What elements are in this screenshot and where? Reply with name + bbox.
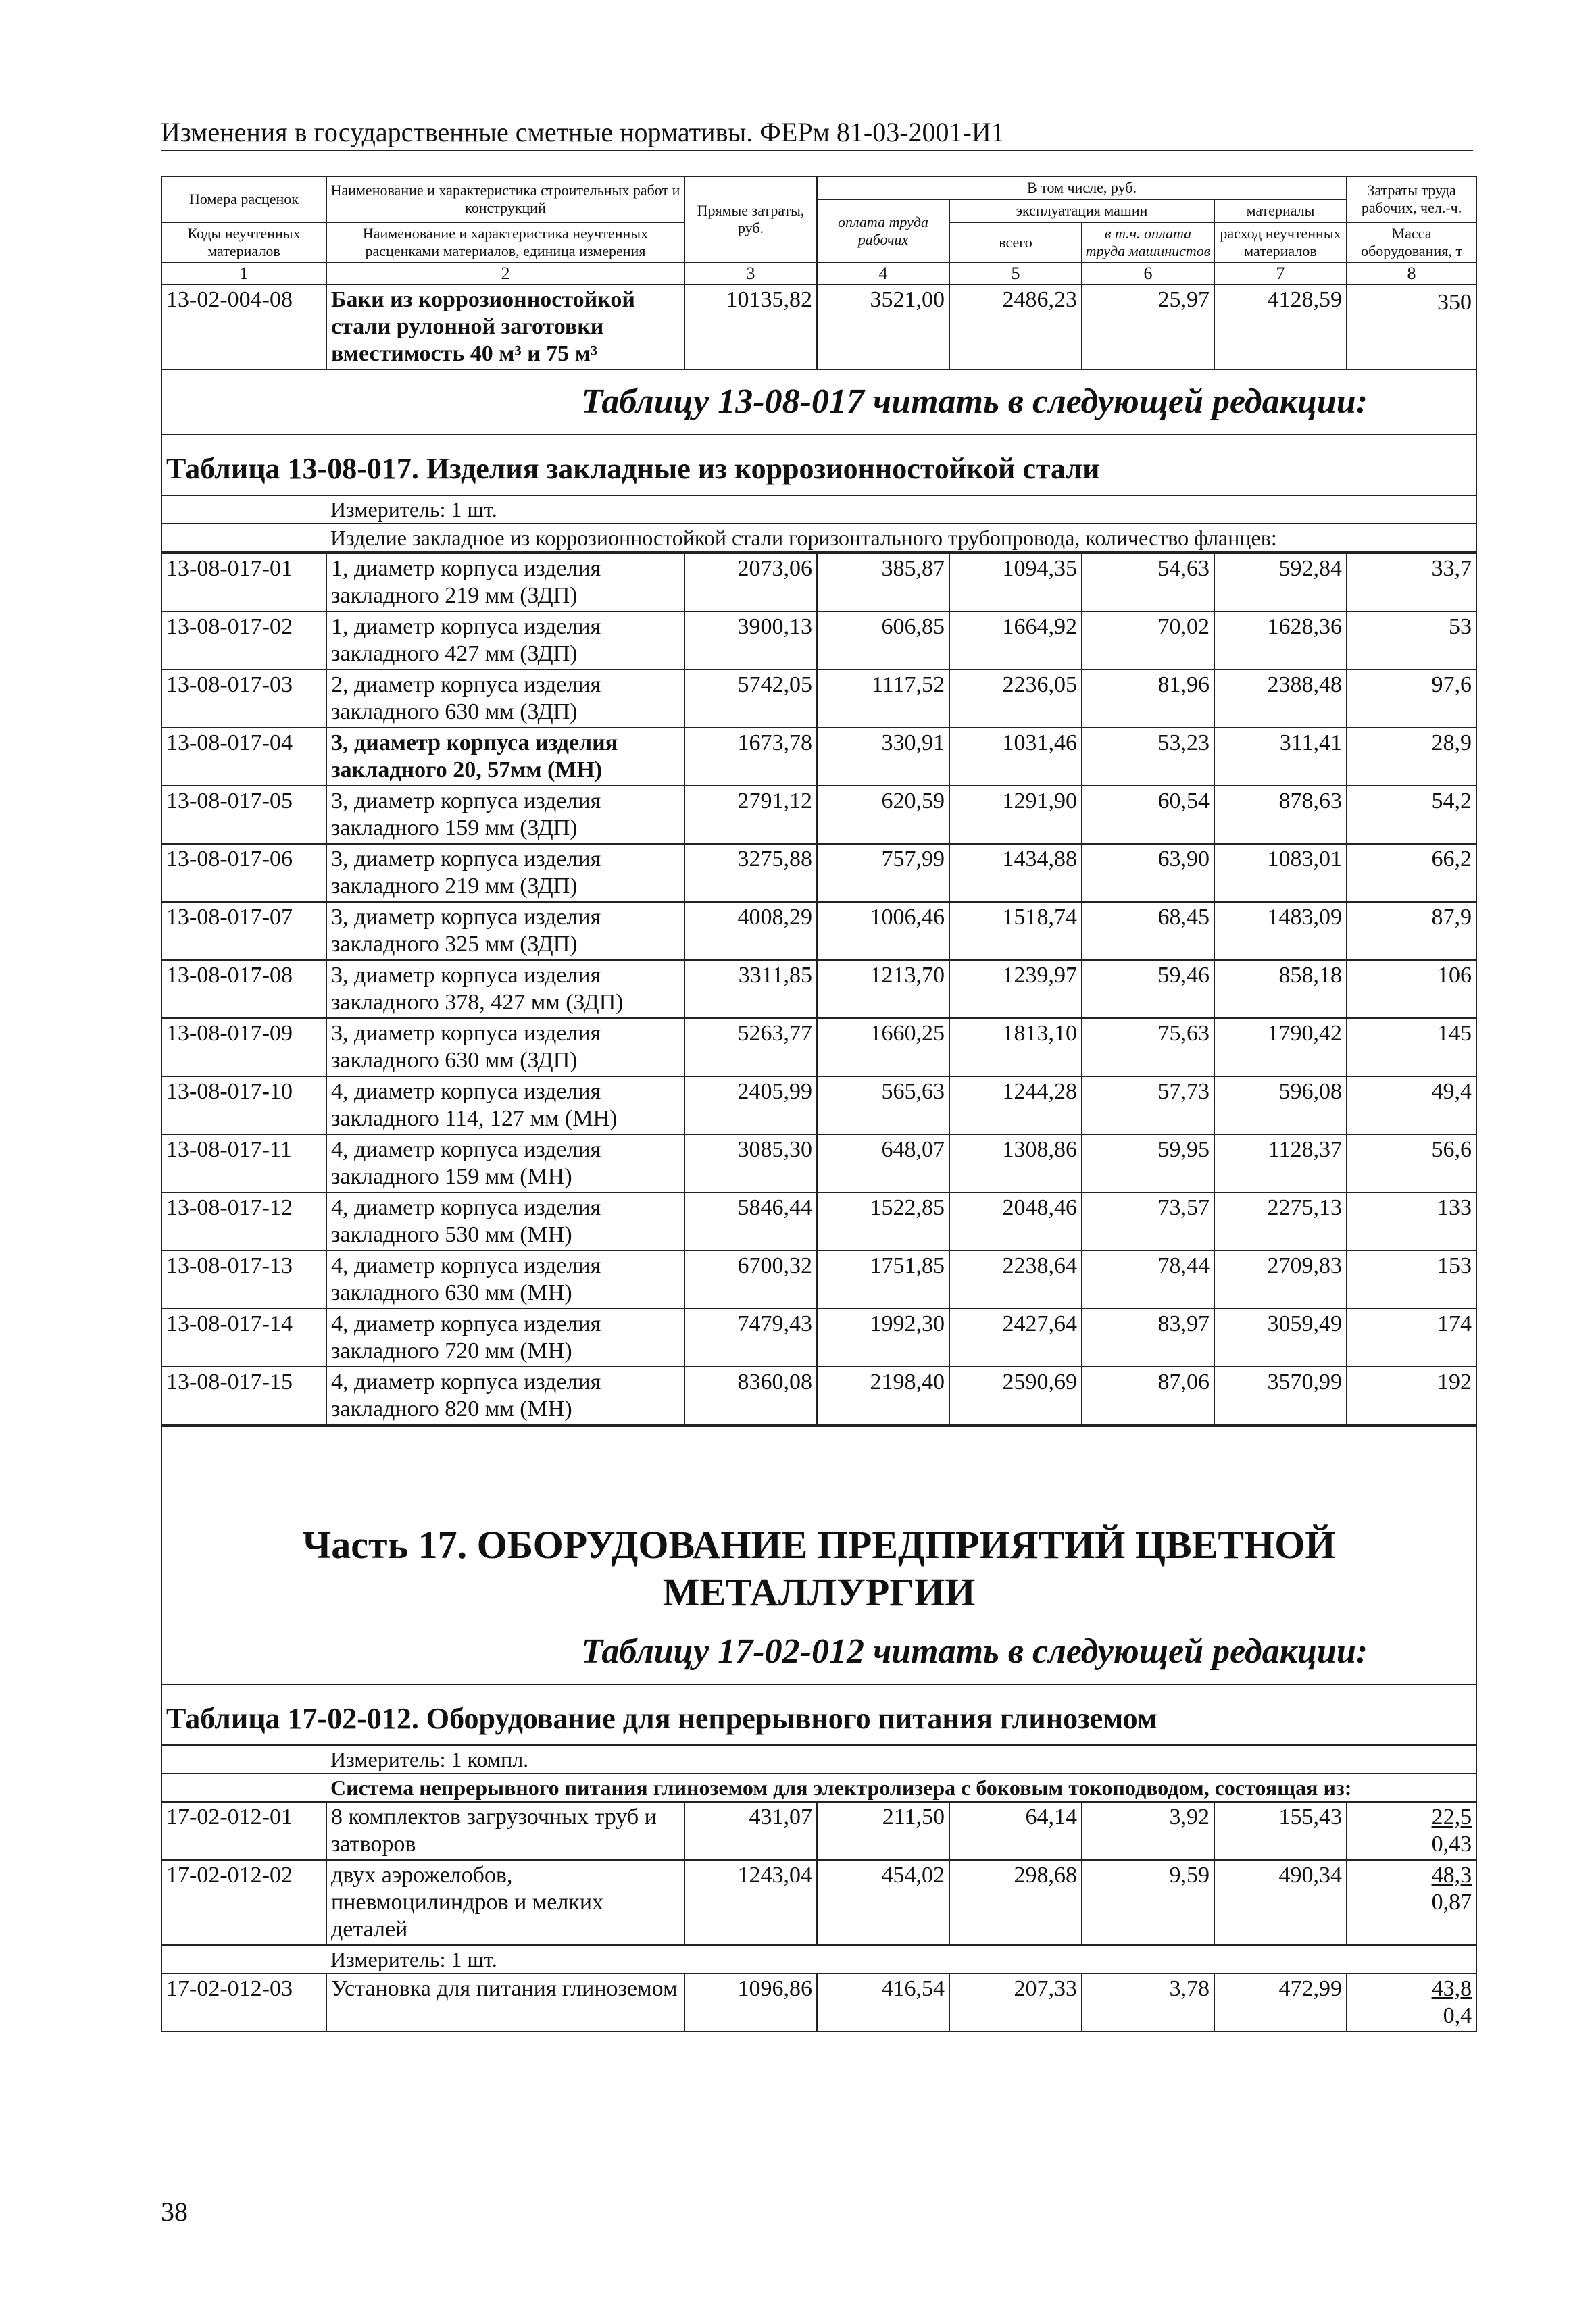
edition-banner: Таблицу 13-08-017 читать в следующей редакции:	[161, 370, 1476, 434]
column-number: 4	[817, 263, 949, 284]
row-machinist-pay: 87,06	[1082, 1367, 1214, 1425]
row-labor-pay: 1117,52	[817, 670, 949, 728]
row-direct-cost: 4008,29	[684, 902, 817, 960]
row-code: 13-08-017-02	[161, 611, 326, 670]
column-number: 8	[1347, 263, 1476, 284]
row-materials: 490,34	[1214, 1860, 1347, 1945]
row-labor-hours: 174	[1347, 1309, 1476, 1367]
row-code: 17-02-012-01	[161, 1802, 326, 1860]
row-machinist-pay: 59,46	[1082, 960, 1214, 1018]
row-direct-cost: 431,07	[684, 1802, 817, 1860]
row-machinist-pay: 68,45	[1082, 902, 1214, 960]
table-title: Таблица 17-02-012. Оборудование для непрерывного питания глиноземом	[161, 1684, 1476, 1745]
row-direct-cost: 2073,06	[684, 553, 817, 611]
row-machinist-pay: 78,44	[1082, 1251, 1214, 1309]
labor-hours: 22,5	[1431, 1805, 1472, 1830]
row-labor-hours: 192	[1347, 1367, 1476, 1425]
row-code: 13-08-017-12	[161, 1192, 326, 1251]
subheading-row	[161, 1774, 1476, 1802]
row-labor-hours: 33,7	[1347, 553, 1476, 611]
row-name: 3, диаметр корпуса изделия закладного 630 мм (ЗДП)	[326, 1018, 684, 1076]
row-name: 3, диаметр корпуса изделия закладного 325 мм (ЗДП)	[326, 902, 684, 960]
row-name: 4, диаметр корпуса изделия закладного 720 мм (МН)	[326, 1309, 684, 1367]
row-name: 3, диаметр корпуса изделия закладного 20, 57мм (МН)	[326, 728, 684, 786]
row-name: 4, диаметр корпуса изделия закладного 820 мм (МН)	[326, 1367, 684, 1425]
materials-header: материалы	[1214, 199, 1347, 222]
unit-label: Измеритель: 1 компл.	[326, 1745, 1476, 1774]
table-row	[161, 1251, 1476, 1309]
exploitation-header: эксплуатация машин	[949, 199, 1214, 222]
page-number: 38	[161, 2196, 188, 2227]
row-materials: 1083,01	[1214, 844, 1347, 902]
col4-header: оплата труда рабочих	[817, 199, 949, 263]
header-rule	[161, 150, 1473, 151]
row-machines-total: 1434,88	[949, 844, 1082, 902]
row-labor-pay: 1751,85	[817, 1251, 949, 1309]
row-materials: 472,99	[1214, 1973, 1347, 2032]
unit-label: Измеритель: 1 шт.	[326, 495, 1476, 524]
row-labor-pay: 648,07	[817, 1134, 949, 1192]
row-labor-pay: 1006,46	[817, 902, 949, 960]
col2-header-bottom: Наименование и характеристика неучтенных расценками материалов, единица измерения	[326, 222, 684, 263]
row-machines-total: 1094,35	[949, 553, 1082, 611]
row-direct-cost: 2405,99	[684, 1076, 817, 1134]
row-materials: 878,63	[1214, 786, 1347, 844]
row-code: 13-08-017-08	[161, 960, 326, 1018]
row-labor-hours-mass	[1347, 1973, 1476, 2032]
row-materials: 3059,49	[1214, 1309, 1347, 1367]
row-machinist-pay: 73,57	[1082, 1192, 1214, 1251]
row-machines-total: 1244,28	[949, 1076, 1082, 1134]
header-row-1	[161, 176, 1476, 199]
row-materials: 2709,83	[1214, 1251, 1347, 1309]
row-materials: 858,18	[1214, 960, 1347, 1018]
column-numbers-row	[161, 263, 1476, 284]
row-labor-hours: 106	[1347, 960, 1476, 1018]
banner-row	[161, 1620, 1476, 1684]
row-name: двух аэрожелобов, пневмоцилиндров и мелких деталей	[326, 1860, 684, 1945]
column-number: 1	[161, 263, 326, 284]
page-header: Изменения в государственные сметные нормативы. ФЕРм 81-03-2001-И1	[161, 117, 1005, 147]
row-machinist-pay: 57,73	[1082, 1076, 1214, 1134]
row-direct-cost: 6700,32	[684, 1251, 817, 1309]
row-machinist-pay: 53,23	[1082, 728, 1214, 786]
row-machinist-pay: 3,78	[1082, 1973, 1214, 2032]
table-row	[161, 611, 1476, 670]
row-name: 4, диаметр корпуса изделия закладного 114, 127 мм (МН)	[326, 1076, 684, 1134]
row-materials: 1790,42	[1214, 1018, 1347, 1076]
row-name: 4, диаметр корпуса изделия закладного 630 мм (МН)	[326, 1251, 684, 1309]
norms-table	[161, 176, 1477, 553]
row-materials: 596,08	[1214, 1076, 1347, 1134]
row-labor-pay: 3521,00	[817, 284, 949, 370]
row-labor-hours: 87,9	[1347, 902, 1476, 960]
row-labor-hours: 66,2	[1347, 844, 1476, 902]
row-machinist-pay: 54,63	[1082, 553, 1214, 611]
row-machines-total: 1518,74	[949, 902, 1082, 960]
labor-hours: 43,8	[1431, 1976, 1472, 2001]
row-machines-total: 64,14	[949, 1802, 1082, 1860]
row-machines-total: 2590,69	[949, 1367, 1082, 1425]
row-labor-pay: 1992,30	[817, 1309, 949, 1367]
column-number: 7	[1214, 263, 1347, 284]
table-row	[161, 1076, 1476, 1134]
row-machines-total: 2048,46	[949, 1192, 1082, 1251]
row-direct-cost: 3085,30	[684, 1134, 817, 1192]
col3-header: Прямые затраты, руб.	[684, 176, 817, 263]
table-row	[161, 1860, 1476, 1945]
row-machinist-pay: 83,97	[1082, 1309, 1214, 1367]
row-direct-cost: 3275,88	[684, 844, 817, 902]
row-name: Установка для питания глиноземом	[326, 1973, 684, 2032]
part-title: Часть 17. ОБОРУДОВАНИЕ ПРЕДПРИЯТИЙ ЦВЕТНОЙ МЕТАЛЛУРГИИ	[161, 1426, 1476, 1620]
row-code: 13-02-004-08	[161, 284, 326, 370]
table-row	[161, 1367, 1476, 1425]
equipment-mass: 0,87	[1431, 1890, 1472, 1915]
table-title-row	[161, 1684, 1476, 1745]
row-materials: 2275,13	[1214, 1192, 1347, 1251]
row-machines-total: 2236,05	[949, 670, 1082, 728]
row-labor-hours: 350	[1347, 284, 1476, 370]
row-machinist-pay: 70,02	[1082, 611, 1214, 670]
row-machines-total: 207,33	[949, 1973, 1082, 2032]
row-labor-hours: 56,6	[1347, 1134, 1476, 1192]
row-materials: 311,41	[1214, 728, 1347, 786]
row-name: Баки из коррозионностойкой стали рулонной заготовки вместимость 40 м³ и 75 м³	[326, 284, 684, 370]
row-code: 13-08-017-09	[161, 1018, 326, 1076]
row-direct-cost: 2791,12	[684, 786, 817, 844]
row-code: 13-08-017-15	[161, 1367, 326, 1425]
row-labor-hours: 145	[1347, 1018, 1476, 1076]
table-title: Таблица 13-08-017. Изделия закладные из коррозионностойкой стали	[161, 434, 1476, 495]
norms-sheet	[161, 176, 1476, 2032]
row-materials: 4128,59	[1214, 284, 1347, 370]
row-direct-cost: 1673,78	[684, 728, 817, 786]
row-name: 4, диаметр корпуса изделия закладного 530 мм (МН)	[326, 1192, 684, 1251]
row-labor-pay: 1660,25	[817, 1018, 949, 1076]
row-name: 3, диаметр корпуса изделия закладного 219 мм (ЗДП)	[326, 844, 684, 902]
row-machinist-pay: 60,54	[1082, 786, 1214, 844]
row-direct-cost: 5263,77	[684, 1018, 817, 1076]
row-machinist-pay: 25,97	[1082, 284, 1214, 370]
part-title-row	[161, 1426, 1476, 1620]
table-row	[161, 1973, 1476, 2032]
row-code: 13-08-017-03	[161, 670, 326, 728]
table-row	[161, 1309, 1476, 1367]
row-code: 17-02-012-02	[161, 1860, 326, 1945]
row-machinist-pay: 75,63	[1082, 1018, 1214, 1076]
table-row	[161, 1134, 1476, 1192]
row-machines-total: 2238,64	[949, 1251, 1082, 1309]
unit-row	[161, 495, 1476, 524]
row-machines-total: 1664,92	[949, 611, 1082, 670]
row-name: 2, диаметр корпуса изделия закладного 630 мм (ЗДП)	[326, 670, 684, 728]
col8-header-top: Затраты труда рабочих, чел.-ч.	[1347, 176, 1476, 222]
row-labor-hours-mass	[1347, 1860, 1476, 1945]
row-machines-total: 2427,64	[949, 1309, 1082, 1367]
row-code: 13-08-017-11	[161, 1134, 326, 1192]
column-number: 3	[684, 263, 817, 284]
row-machines-total: 1031,46	[949, 728, 1082, 786]
row-name: 1, диаметр корпуса изделия закладного 219 мм (ЗДП)	[326, 553, 684, 611]
row-direct-cost: 5742,05	[684, 670, 817, 728]
unit-row	[161, 1945, 1476, 1973]
unit-label: Измеритель: 1 шт.	[326, 1945, 1476, 1973]
row-name: 1, диаметр корпуса изделия закладного 427 мм (ЗДП)	[326, 611, 684, 670]
row-direct-cost: 1243,04	[684, 1860, 817, 1945]
row-name: 3, диаметр корпуса изделия закладного 378, 427 мм (ЗДП)	[326, 960, 684, 1018]
row-labor-pay: 454,02	[817, 1860, 949, 1945]
row-code: 13-08-017-01	[161, 553, 326, 611]
table-row	[161, 728, 1476, 786]
row-machinist-pay: 9,59	[1082, 1860, 1214, 1945]
col5-header: всего	[949, 222, 1082, 263]
row-direct-cost: 8360,08	[684, 1367, 817, 1425]
row-materials: 592,84	[1214, 553, 1347, 611]
table-row	[161, 1192, 1476, 1251]
subheading: Система непрерывного питания глиноземом для электролизера с боковым токоподводом, состоящая из:	[326, 1774, 1476, 1802]
part-17-section	[161, 1426, 1477, 2032]
row-labor-pay: 2198,40	[817, 1367, 949, 1425]
table-row	[161, 902, 1476, 960]
subheading-row	[161, 524, 1476, 552]
row-labor-hours: 28,9	[1347, 728, 1476, 786]
row-machines-total: 1813,10	[949, 1018, 1082, 1076]
unit-row	[161, 1745, 1476, 1774]
row-machinist-pay: 59,95	[1082, 1134, 1214, 1192]
row-machines-total: 1239,97	[949, 960, 1082, 1018]
row-materials: 2388,48	[1214, 670, 1347, 728]
row-labor-hours: 49,4	[1347, 1076, 1476, 1134]
row-name: 8 комплектов загрузочных труб и затворов	[326, 1802, 684, 1860]
row-labor-pay: 330,91	[817, 728, 949, 786]
row-materials: 1483,09	[1214, 902, 1347, 960]
col2-header-top: Наименование и характеристика строительных работ и конструкций	[326, 176, 684, 222]
equipment-mass: 0,43	[1431, 1832, 1472, 1857]
table-row	[161, 1018, 1476, 1076]
row-labor-pay: 1522,85	[817, 1192, 949, 1251]
col7-header: расход неучтенных материалов	[1214, 222, 1347, 263]
table-13-08-017-rows	[161, 553, 1477, 1426]
row-materials: 3570,99	[1214, 1367, 1347, 1425]
col1-header-top: Номера расценок	[161, 176, 326, 222]
row-labor-pay: 385,87	[817, 553, 949, 611]
row-machines-total: 2486,23	[949, 284, 1082, 370]
row-machines-total: 298,68	[949, 1860, 1082, 1945]
column-number: 2	[326, 263, 684, 284]
row-machines-total: 1291,90	[949, 786, 1082, 844]
edition-banner: Таблицу 17-02-012 читать в следующей редакции:	[161, 1620, 1476, 1684]
row-code: 13-08-017-06	[161, 844, 326, 902]
row-materials: 1128,37	[1214, 1134, 1347, 1192]
table-row	[161, 670, 1476, 728]
row-code: 17-02-012-03	[161, 1973, 326, 2032]
row-code: 13-08-017-13	[161, 1251, 326, 1309]
col8-header-bottom: Масса оборудования, т	[1347, 222, 1476, 263]
table-row	[161, 553, 1476, 611]
table-row	[161, 844, 1476, 902]
banner-row	[161, 370, 1476, 434]
table-row	[161, 284, 1476, 370]
row-direct-cost: 1096,86	[684, 1973, 817, 2032]
table-row	[161, 960, 1476, 1018]
row-machinist-pay: 81,96	[1082, 670, 1214, 728]
subheading: Изделие закладное из коррозионностойкой стали горизонтального трубопровода, количество фланцев:	[326, 524, 1476, 552]
group-header: В том числе, руб.	[817, 176, 1347, 199]
row-labor-pay: 565,63	[817, 1076, 949, 1134]
column-number: 5	[949, 263, 1082, 284]
row-machinist-pay: 3,92	[1082, 1802, 1214, 1860]
table-title-row	[161, 434, 1476, 495]
row-labor-hours: 153	[1347, 1251, 1476, 1309]
column-number: 6	[1082, 263, 1214, 284]
row-code: 13-08-017-10	[161, 1076, 326, 1134]
row-direct-cost: 10135,82	[684, 284, 817, 370]
table-row	[161, 786, 1476, 844]
row-labor-hours: 133	[1347, 1192, 1476, 1251]
row-labor-hours: 53	[1347, 611, 1476, 670]
row-direct-cost: 3311,85	[684, 960, 817, 1018]
row-code: 13-08-017-04	[161, 728, 326, 786]
row-labor-hours: 54,2	[1347, 786, 1476, 844]
row-code: 13-08-017-05	[161, 786, 326, 844]
row-name: 4, диаметр корпуса изделия закладного 159 мм (МН)	[326, 1134, 684, 1192]
col6-header: в т.ч. оплата труда машинистов	[1082, 222, 1214, 263]
row-labor-pay: 620,59	[817, 786, 949, 844]
row-code: 13-08-017-07	[161, 902, 326, 960]
equipment-mass: 0,4	[1443, 2003, 1472, 2028]
row-labor-pay: 1213,70	[817, 960, 949, 1018]
row-labor-pay: 757,99	[817, 844, 949, 902]
row-direct-cost: 7479,43	[684, 1309, 817, 1367]
row-labor-hours: 97,6	[1347, 670, 1476, 728]
row-machinist-pay: 63,90	[1082, 844, 1214, 902]
row-direct-cost: 3900,13	[684, 611, 817, 670]
labor-hours: 48,3	[1431, 1863, 1472, 1888]
row-direct-cost: 5846,44	[684, 1192, 817, 1251]
row-code: 13-08-017-14	[161, 1309, 326, 1367]
row-materials: 155,43	[1214, 1802, 1347, 1860]
row-labor-pay: 416,54	[817, 1973, 949, 2032]
row-labor-hours-mass	[1347, 1802, 1476, 1860]
table-row	[161, 1802, 1476, 1860]
row-machines-total: 1308,86	[949, 1134, 1082, 1192]
row-labor-pay: 211,50	[817, 1802, 949, 1860]
row-name: 3, диаметр корпуса изделия закладного 159 мм (ЗДП)	[326, 786, 684, 844]
row-labor-pay: 606,85	[817, 611, 949, 670]
col1-header-bottom: Коды неучтенных материалов	[161, 222, 326, 263]
row-materials: 1628,36	[1214, 611, 1347, 670]
